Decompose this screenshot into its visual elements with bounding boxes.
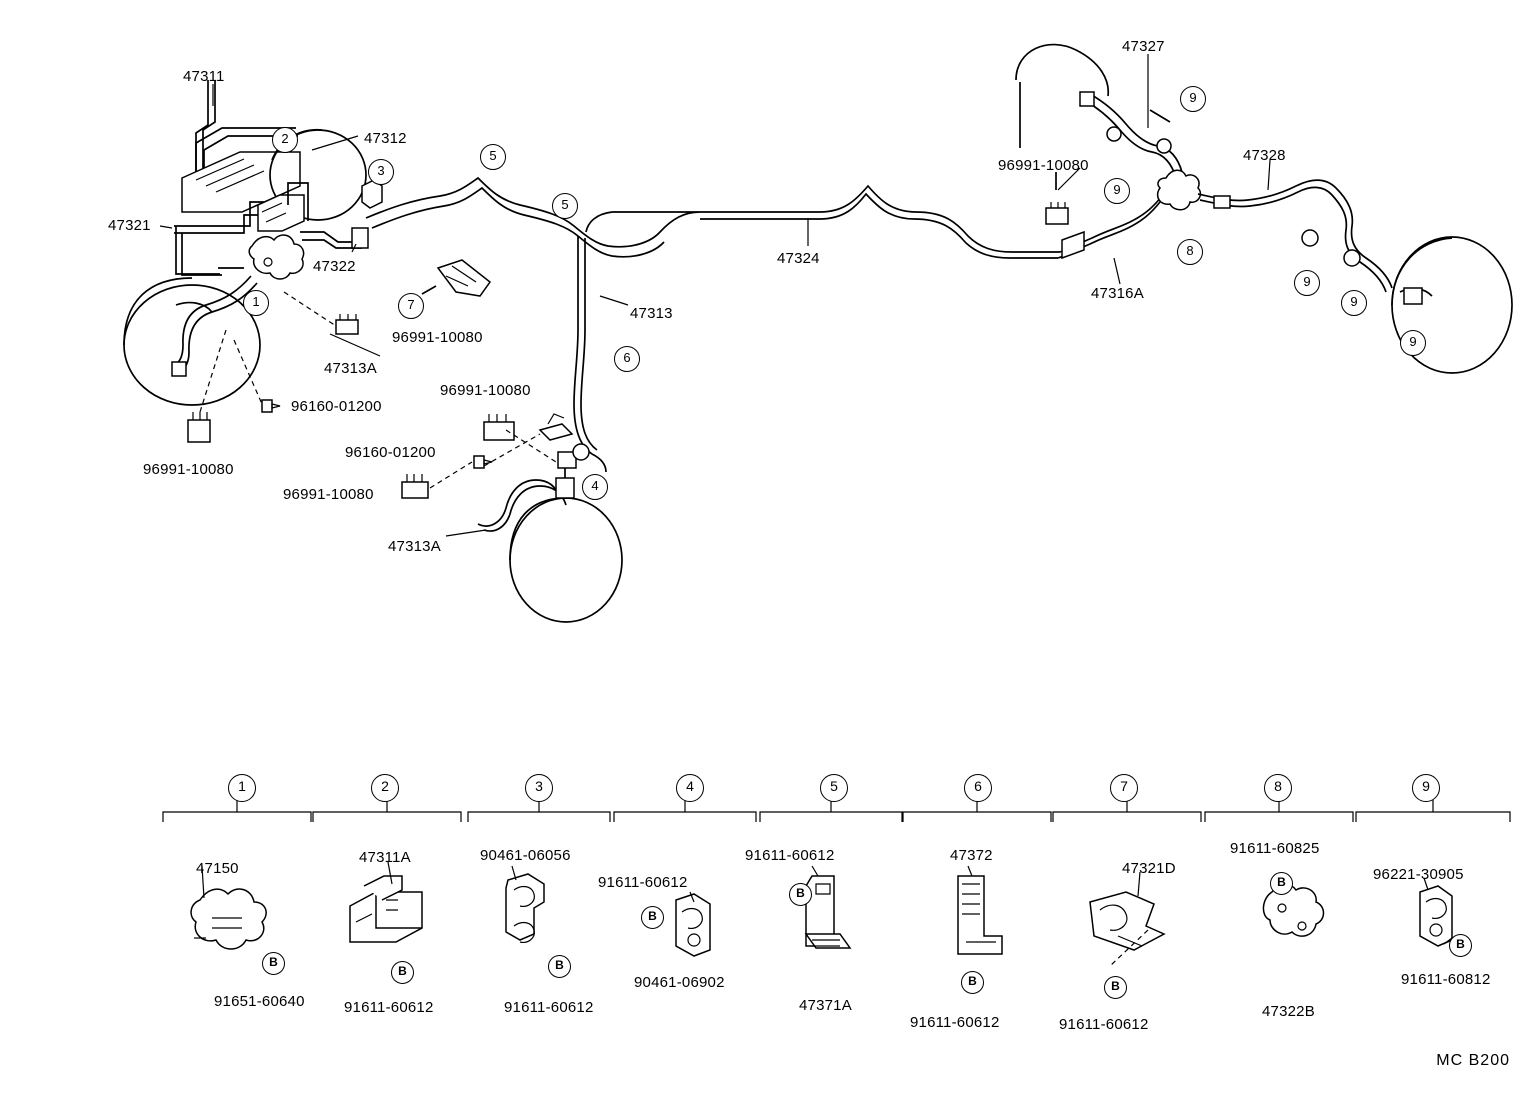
callout-5-a: 5: [480, 144, 506, 170]
part-label-47316a: 47316A: [1091, 285, 1144, 302]
legend-head-4: 4: [676, 774, 704, 802]
legend-2-b-mark: B: [391, 961, 414, 984]
legend-9-b-mark: B: [1449, 934, 1472, 957]
part-label-47313: 47313: [630, 305, 673, 322]
legend-8-b-mark: B: [1270, 872, 1293, 895]
part-label-96160-01200-a: 96160-01200: [291, 398, 382, 415]
legend-5-label-b: 47371A: [799, 997, 852, 1014]
part-label-47324: 47324: [777, 250, 820, 267]
part-label-96991-10080-a: 96991-10080: [392, 329, 483, 346]
part-label-96160-01200-b: 96160-01200: [345, 444, 436, 461]
part-label-47321: 47321: [108, 217, 151, 234]
legend-head-6: 6: [964, 774, 992, 802]
legend-3-b-mark: B: [548, 955, 571, 978]
legend-head-1: 1: [228, 774, 256, 802]
callout-2: 2: [272, 127, 298, 153]
legend-7-b-mark: B: [1104, 976, 1127, 999]
part-label-96991-10080-d: 96991-10080: [283, 486, 374, 503]
legend-4-label-b: 90461-06902: [634, 974, 725, 991]
legend-head-2: 2: [371, 774, 399, 802]
callout-5-b: 5: [552, 193, 578, 219]
legend-4-b-mark: B: [641, 906, 664, 929]
legend-5-label-a: 91611-60612: [745, 847, 835, 864]
callout-3: 3: [368, 159, 394, 185]
part-label-96991-10080-e: 96991-10080: [998, 157, 1089, 174]
legend-8-label-a: 91611-60825: [1230, 840, 1320, 857]
callout-9-e: 9: [1400, 330, 1426, 356]
legend-head-9: 9: [1412, 774, 1440, 802]
legend-2-label-b: 91611-60612: [344, 999, 434, 1016]
legend-3-label-b: 91611-60612: [504, 999, 594, 1016]
drawing-code: MC B200: [1436, 1052, 1510, 1069]
legend-head-7: 7: [1110, 774, 1138, 802]
part-label-47327: 47327: [1122, 38, 1165, 55]
legend-8-label-b: 47322B: [1262, 1003, 1315, 1020]
callout-9-d: 9: [1341, 290, 1367, 316]
part-label-47312: 47312: [364, 130, 407, 147]
callout-9-c: 9: [1294, 270, 1320, 296]
legend-7-label-b: 91611-60612: [1059, 1016, 1149, 1033]
part-label-47328: 47328: [1243, 147, 1286, 164]
legend-9-label-b: 91611-60812: [1401, 971, 1491, 988]
legend-6-b-mark: B: [961, 971, 984, 994]
legend-head-3: 3: [525, 774, 553, 802]
legend-6-label-a: 47372: [950, 847, 993, 864]
callout-4: 4: [582, 474, 608, 500]
legend-1-label-a: 47150: [196, 860, 239, 877]
legend-1-label-b: 91651-60640: [214, 993, 305, 1010]
callout-9-b: 9: [1104, 178, 1130, 204]
legend-1-b-mark: B: [262, 952, 285, 975]
legend-4-label-a: 91611-60612: [598, 874, 688, 891]
part-label-96991-10080-c: 96991-10080: [440, 382, 531, 399]
legend-6-label-b: 91611-60612: [910, 1014, 1000, 1031]
part-label-47322: 47322: [313, 258, 356, 275]
legend-2-label-a: 47311A: [359, 849, 411, 866]
legend-3-label-a: 90461-06056: [480, 847, 571, 864]
legend-5-b-mark: B: [789, 883, 812, 906]
legend-brackets: [163, 800, 1510, 822]
part-label-47311: 47311: [183, 68, 225, 85]
callout-1: 1: [243, 290, 269, 316]
legend-head-5: 5: [820, 774, 848, 802]
legend-9-label-a: 96221-30905: [1373, 866, 1464, 883]
part-label-96991-10080-b: 96991-10080: [143, 461, 234, 478]
callout-9-a: 9: [1180, 86, 1206, 112]
callout-6: 6: [614, 346, 640, 372]
part-label-47313a-front: 47313A: [324, 360, 377, 377]
callout-7: 7: [398, 293, 424, 319]
legend-head-8: 8: [1264, 774, 1292, 802]
legend-7-label-a: 47321D: [1122, 860, 1176, 877]
part-label-47313a-rear: 47313A: [388, 538, 441, 555]
callout-8: 8: [1177, 239, 1203, 265]
